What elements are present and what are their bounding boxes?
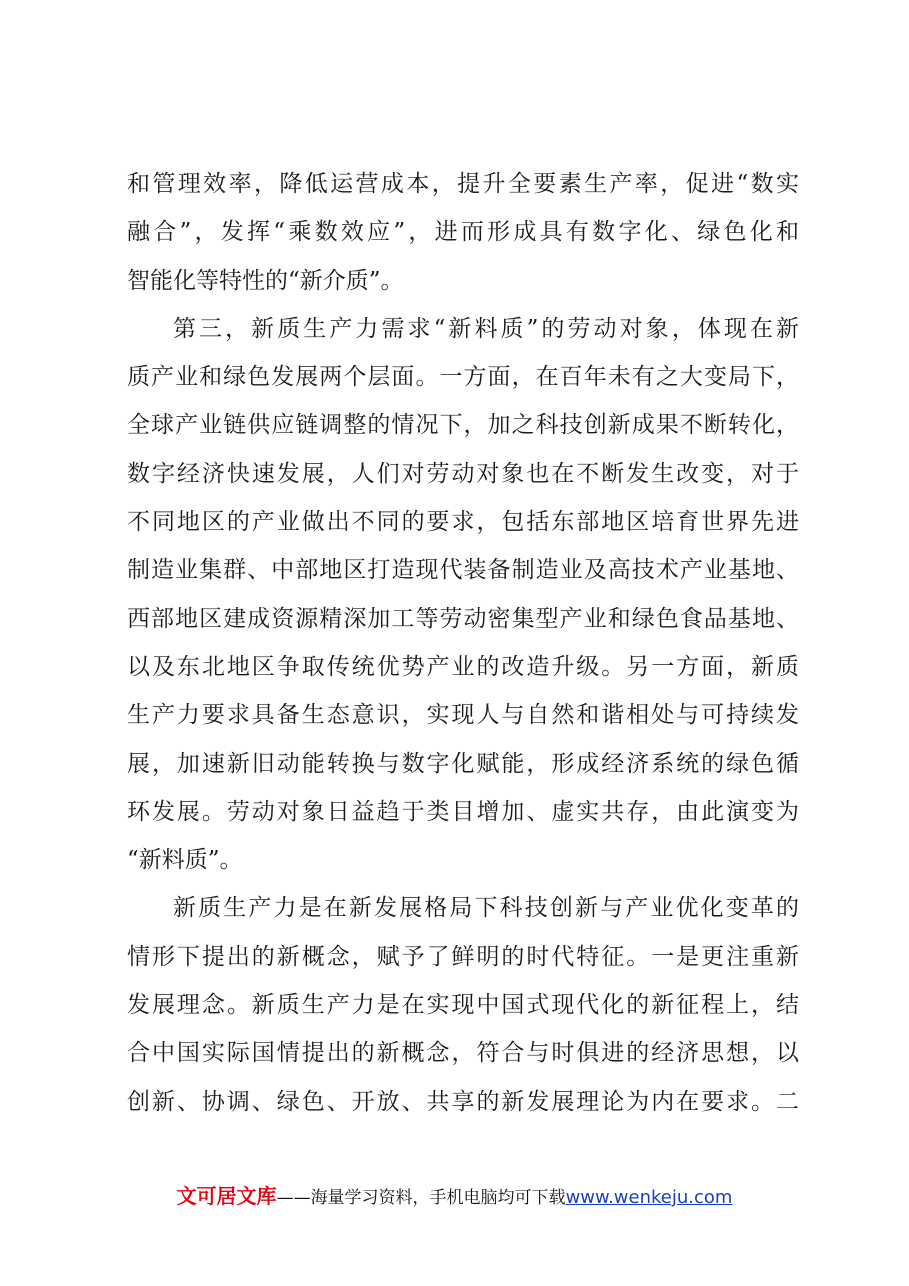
text-line: 西部地区建成资源精深加工等劳动密集型产业和绿色食品基地、 (127, 605, 799, 632)
text-line: 第三，新质生产力需求“新料质”的劳动对象，体现在新 (173, 315, 799, 342)
text-line: 展，加速新旧动能转换与数字化赋能，形成经济系统的绿色循 (127, 750, 799, 777)
text-line: 智能化等特性的“新介质”。 (127, 267, 404, 294)
footer-brand: 文可居文库 (176, 1184, 277, 1208)
text-line: 质产业和绿色发展两个层面。一方面，在百年未有之大变局下， (127, 364, 799, 391)
text-line: 环发展。劳动对象日益趋于类目增加、虚实共存，由此演变为 (127, 798, 799, 825)
text-line: 发展理念。新质生产力是在实现中国式现代化的新征程上，结 (127, 992, 799, 1019)
text-line: 情形下提出的新概念，赋予了鲜明的时代特征。一是更注重新 (127, 943, 799, 970)
document-body (127, 160, 799, 1126)
footer-banner (0, 1180, 909, 1209)
text-line: 创新、协调、绿色、开放、共享的新发展理论为内在要求。二 (127, 1088, 799, 1115)
text-line: 数字经济快速发展，人们对劳动对象也在不断发生改变，对于 (127, 460, 799, 487)
text-line: 制造业集群、中部地区打造现代装备制造业及高技术产业基地、 (127, 557, 799, 584)
text-line: 合中国实际国情提出的新概念，符合与时俱进的经济思想，以 (127, 1040, 799, 1067)
text-line: 全球产业链供应链调整的情况下，加之科技创新成果不断转化， (127, 412, 799, 439)
text-line: 融合”，发挥“乘数效应”，进而形成具有数字化、绿色化和 (127, 219, 799, 246)
text-line: 新质生产力是在新发展格局下科技创新与产业优化变革的 (173, 895, 799, 922)
text-line: 以及东北地区争取传统优势产业的改造升级。另一方面，新质 (127, 653, 799, 680)
text-line: 和管理效率，降低运营成本，提升全要素生产率，促进“数实 (127, 171, 799, 197)
footer-tagline: ——海量学习资料，手机电脑均可下载 (276, 1188, 566, 1208)
text-line: “新料质”。 (127, 847, 243, 874)
footer-website-link[interactable]: www.wenkeju.com (565, 1187, 733, 1208)
text-line: 生产力要求具备生态意识，实现人与自然和谐相处与可持续发 (127, 702, 799, 729)
text-line: 不同地区的产业做出不同的要求，包括东部地区培育世界先进 (127, 509, 799, 536)
